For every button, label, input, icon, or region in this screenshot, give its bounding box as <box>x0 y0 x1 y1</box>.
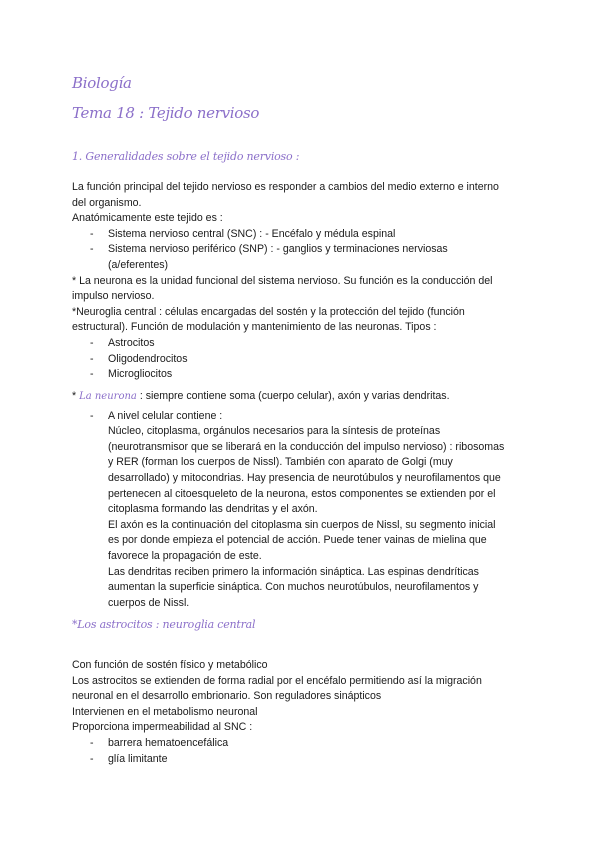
list-item: - barrera hematoencefálica <box>72 736 532 752</box>
paragraph-line: Núcleo, citoplasma, orgánulos necesarios para la síntesis de proteínas <box>108 425 441 438</box>
list-item-continuation: (a/eferentes) <box>108 258 169 271</box>
paragraph-line: Proporciona impermeabilidad al SNC : <box>72 721 253 734</box>
paragraph-line: cuerpos de Nissl. <box>108 596 190 609</box>
section-neurona-body <box>72 389 532 611</box>
paragraph-line: Las dendritas reciben primero la información sináptica. Las espinas dendríticas <box>108 565 479 578</box>
paragraph-line: del organismo. <box>72 196 142 209</box>
neurona-label: La neurona <box>79 391 137 402</box>
paragraph-line: (neurotransmisor que se liberará en la conducción del impulso nervioso) : ribosomas <box>108 440 505 453</box>
paragraph-line: Anatómicamente este tejido es : <box>72 212 223 225</box>
paragraph-line: La función principal del tejido nervioso es responder a cambios del medio externo e interno <box>72 181 499 193</box>
list-item: - Sistema nervioso central (SNC) : - Encéfalo y médula espinal <box>72 227 532 243</box>
paragraph-line: pertenecen al citoesqueleto de la neurona, estos componentes se extienden por el <box>108 487 496 500</box>
paragraph-line: *Neuroglia central : células encargadas del sostén y la protección del tejido (función <box>72 305 465 318</box>
neurona-intro <box>72 389 532 405</box>
paragraph-line: favorece la propagación de este. <box>108 549 262 562</box>
paragraph-line: citoplasma formando las dendritas y el axón. <box>108 503 318 516</box>
paragraph-line: neuronal en el desarrollo embrionario. Son reguladores sinápticos <box>72 690 382 703</box>
paragraph-line: El axón es la continuación del citoplasma sin cuerpos de Nissl, su segmento inicial <box>108 518 496 531</box>
paragraph-line: Los astrocitos se extienden de forma radial por el encéfalo permitiendo así la migración <box>72 674 482 687</box>
paragraph-line: y RER (forman los cuerpos de Nissl). También con aparato de Golgi (muy <box>108 456 453 469</box>
star-marker: * <box>72 390 77 402</box>
list-item: - Astrocitos <box>72 336 532 352</box>
neurona-description: : siempre contiene soma (cuerpo celular), axón y varias dendritas. <box>136 390 450 402</box>
section-generalidades-body <box>72 180 532 383</box>
paragraph-line: estructural). Función de modulación y mantenimiento de las neuronas. Tipos : <box>72 321 437 334</box>
section-heading-astrocitos: *Los astrocitos : neuroglia central <box>72 618 256 631</box>
list-item: - glía limitante <box>72 752 532 768</box>
topic-title: Tema 18 : Tejido nervioso <box>72 104 260 122</box>
list-item: - Microgliocitos <box>72 367 532 383</box>
list-item: - A nivel celular contiene : <box>72 409 532 425</box>
subject-title: Biología <box>72 74 132 92</box>
paragraph-line: Intervienen en el metabolismo neuronal <box>72 705 258 718</box>
paragraph-line: impulso nervioso. <box>72 290 155 303</box>
paragraph-line: * La neurona es la unidad funcional del sistema nervioso. Su función es la conducción del <box>72 274 493 287</box>
list-item: - Sistema nervioso periférico (SNP) : - ganglios y terminaciones nerviosas <box>72 242 532 258</box>
paragraph-line: aumentan la superficie sináptica. Con muchos neurotúbulos, neurofilamentos y <box>108 581 479 594</box>
paragraph-line: es por donde empieza el potencial de acción. Puede tener vainas de mielina que <box>108 534 487 547</box>
section-astrocitos-body <box>72 658 532 767</box>
list-item: - Oligodendrocitos <box>72 352 532 368</box>
paragraph-line: Con función de sostén físico y metabólico <box>72 659 268 671</box>
paragraph-line: desarrollado) y mitocondrias. Hay presencia de neurotúbulos y neurofilamentos que <box>108 471 501 484</box>
section-heading-generalidades: 1. Generalidades sobre el tejido nervioso : <box>72 150 300 163</box>
